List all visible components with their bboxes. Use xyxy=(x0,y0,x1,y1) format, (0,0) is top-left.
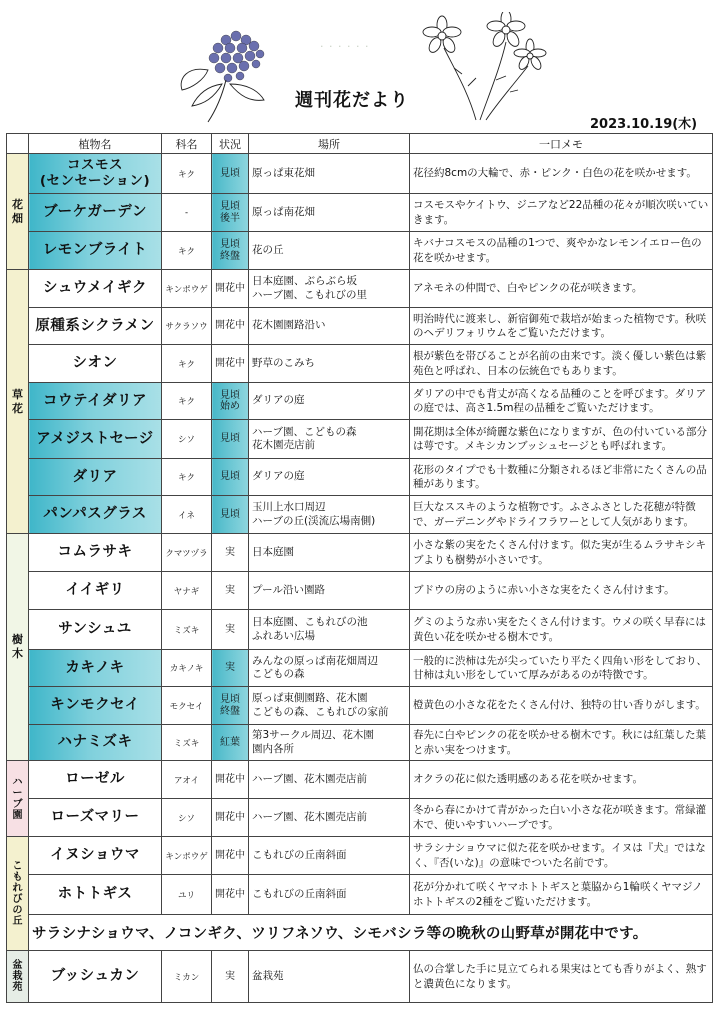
place: 日本庭園、こもれびの池 ふれあい広場 xyxy=(249,610,410,650)
family: ミカン xyxy=(162,951,212,1003)
memo: ブドウの房のように赤い小さな実をたくさん付けます。 xyxy=(410,572,713,610)
plant-name: パンパスグラス xyxy=(29,496,162,534)
place: 第3サークル周辺、花木園 園内各所 xyxy=(249,725,410,761)
family: キク xyxy=(162,232,212,270)
status: 実 xyxy=(212,951,249,1003)
plant-name: コスモス (センセーション) xyxy=(29,154,162,194)
plant-name: ブッシュカン xyxy=(29,951,162,1003)
memo: ダリアの中でも背丈が高くなる品種のことを呼びます。ダリアの庭では、高さ1.5m程の品種をご覧いただけます。 xyxy=(410,383,713,420)
memo: サラシナショウマに似た花を咲かせます。イヌは『犬』ではなく、『否(いな)』の意味でついた名前です。 xyxy=(410,837,713,875)
plant-name: イイギリ xyxy=(29,572,162,610)
wildflower-banner: サラシナショウマ、ノコンギク、ツリフネソウ、シモバシラ等の晩秋の山野草が開花中です。 xyxy=(29,915,713,951)
banner-row xyxy=(7,915,713,951)
place: ハーブ園、花木園売店前 xyxy=(249,799,410,837)
memo: 仏の合掌した手に見立てられる果実はとても香りがよく、熟すと濃黄色になります。 xyxy=(410,951,713,1003)
table-row xyxy=(7,875,713,915)
table-header-row xyxy=(7,134,713,154)
table-row xyxy=(7,837,713,875)
table-row xyxy=(7,459,713,496)
memo: 橙黄色の小さな花をたくさん付け、独特の甘い香りがします。 xyxy=(410,687,713,725)
memo: 明治時代に渡来し、新宿御苑で栽培が始まった植物です。秋咲のヘデリフォリウムをご覧いただけます。 xyxy=(410,308,713,345)
category-header xyxy=(7,134,29,154)
place: 花木園園路沿い xyxy=(249,308,410,345)
memo: グミのような赤い実をたくさん付けます。ウメの咲く早春には黄色い花を咲かせる樹木です。 xyxy=(410,610,713,650)
family: シソ xyxy=(162,799,212,837)
family: キンポウゲ xyxy=(162,270,212,308)
status: 見頃 xyxy=(212,420,249,459)
place: 日本庭園 xyxy=(249,534,410,572)
place: こもれびの丘南斜面 xyxy=(249,837,410,875)
category-trees: 樹 木 xyxy=(7,534,29,761)
family: モクセイ xyxy=(162,687,212,725)
status-header: 状況 xyxy=(212,134,249,154)
status: 見頃 終盤 xyxy=(212,232,249,270)
place: 原っぱ東花畑 xyxy=(249,154,410,194)
family: キク xyxy=(162,383,212,420)
status: 見頃 始め xyxy=(212,383,249,420)
status: 開花中 xyxy=(212,799,249,837)
memo: 開花期は全体が綺麗な紫色になりますが、色の付いている部分は萼です。メキシカンブッシュセージとも呼ばれます。 xyxy=(410,420,713,459)
status: 見頃 xyxy=(212,496,249,534)
family: キク xyxy=(162,345,212,383)
memo: 冬から春にかけて青がかった白い小さな花が咲きます。常緑灌木で、使いやすいハーブです。 xyxy=(410,799,713,837)
category-herb-garden: ハ ー ブ 園 xyxy=(7,761,29,837)
family: シソ xyxy=(162,420,212,459)
family: キンポウゲ xyxy=(162,837,212,875)
table-row xyxy=(7,534,713,572)
place: 原っぱ南花畑 xyxy=(249,194,410,232)
family-header: 科名 xyxy=(162,134,212,154)
memo: 春先に白やピンクの花を咲かせる樹木です。秋には紅葉した葉と赤い実をつけます。 xyxy=(410,725,713,761)
table-row xyxy=(7,610,713,650)
table-row xyxy=(7,496,713,534)
table-row xyxy=(7,572,713,610)
memo: 花形のタイプでも十数種に分類されるほど非常にたくさんの品種があります。 xyxy=(410,459,713,496)
status: 見頃 xyxy=(212,459,249,496)
status: 実 xyxy=(212,650,249,687)
table-row xyxy=(7,687,713,725)
plant-name: シオン xyxy=(29,345,162,383)
status: 見頃 後半 xyxy=(212,194,249,232)
memo-header: 一口メモ xyxy=(410,134,713,154)
status: 実 xyxy=(212,534,249,572)
table-row xyxy=(7,308,713,345)
place: 玉川上水口周辺 ハーブの丘(渓流広場南側) xyxy=(249,496,410,534)
date-label: 2023.10.19(木) xyxy=(590,117,698,132)
table-row xyxy=(7,650,713,687)
plant-name: ブーケガーデン xyxy=(29,194,162,232)
status: 開花中 xyxy=(212,308,249,345)
cosmos-illustration xyxy=(410,12,560,122)
family: クマツヅラ xyxy=(162,534,212,572)
place-header: 場所 xyxy=(249,134,410,154)
place: ハーブ園、花木園売店前 xyxy=(249,761,410,799)
memo: キバナコスモスの品種の1つで、爽やかなレモンイエロー色の花を咲かせます。 xyxy=(410,232,713,270)
table-row xyxy=(7,345,713,383)
family: キク xyxy=(162,459,212,496)
status: 開花中 xyxy=(212,875,249,915)
memo: 花径約8cmの大輪で、赤・ピンク・白色の花を咲かせます。 xyxy=(410,154,713,194)
status: 開花中 xyxy=(212,270,249,308)
plant-name: コウテイダリア xyxy=(29,383,162,420)
memo: 根が紫色を帯びることが名前の由来です。淡く優しい紫色は紫苑色と呼ばれ、日本の伝統色でもあります。 xyxy=(410,345,713,383)
plant-name: ローズマリー xyxy=(29,799,162,837)
memo: コスモスやケイトウ、ジニアなど22品種の花々が順次咲いていきます。 xyxy=(410,194,713,232)
place: ハーブ園、こどもの森 花木園売店前 xyxy=(249,420,410,459)
memo: 巨大なススキのような植物です。ふさふさとした花穂が特徴で、ガーデニングやドライフラワーとして人気があります。 xyxy=(410,496,713,534)
plant-name: 原種系シクラメン xyxy=(29,308,162,345)
family: アオイ xyxy=(162,761,212,799)
status: 見頃 xyxy=(212,154,249,194)
memo: 花が分かれて咲くヤマホトトギスと葉脇から1輪咲くヤマジノホトトギスの2種をご覧いただけます。 xyxy=(410,875,713,915)
plant-name: サンシュユ xyxy=(29,610,162,650)
plant-name: アメジストセージ xyxy=(29,420,162,459)
table-row xyxy=(7,270,713,308)
place: こもれびの丘南斜面 xyxy=(249,875,410,915)
place: ダリアの庭 xyxy=(249,459,410,496)
table-row xyxy=(7,420,713,459)
table-row xyxy=(7,194,713,232)
plant-name: シュウメイギク xyxy=(29,270,162,308)
family: ユリ xyxy=(162,875,212,915)
status: 開花中 xyxy=(212,345,249,383)
table-row xyxy=(7,951,713,1003)
status: 実 xyxy=(212,610,249,650)
place: 原っぱ東側園路、花木園 こどもの森、こもれびの家前 xyxy=(249,687,410,725)
plant-table xyxy=(6,133,713,1003)
plant-name: コムラサキ xyxy=(29,534,162,572)
category-bonsai: 盆 栽 苑 xyxy=(7,951,29,1003)
place: ダリアの庭 xyxy=(249,383,410,420)
family: サクラソウ xyxy=(162,308,212,345)
plant-name: ホトトギス xyxy=(29,875,162,915)
table-row xyxy=(7,799,713,837)
category-komorebi-hill: こ も れ び の 丘 xyxy=(7,837,29,951)
status: 紅葉 xyxy=(212,725,249,761)
family: イネ xyxy=(162,496,212,534)
plant-name: レモンブライト xyxy=(29,232,162,270)
memo: 小さな紫の実をたくさん付けます。似た実が生るムラサキシキブよりも樹勢が小さいです。 xyxy=(410,534,713,572)
table-row xyxy=(7,725,713,761)
memo: 一般的に渋柿は先が尖っていたり平たく四角い形をしており、甘柿は丸い形をしていて厚みがあるのが特徴です。 xyxy=(410,650,713,687)
table-row xyxy=(7,761,713,799)
memo: オクラの花に似た透明感のある花を咲かせます。 xyxy=(410,761,713,799)
category-grass-flower: 草 花 xyxy=(7,270,29,534)
plant-name: ダリア xyxy=(29,459,162,496)
place: みんなの原っぱ南花畑周辺 こどもの森 xyxy=(249,650,410,687)
plant-name: イヌショウマ xyxy=(29,837,162,875)
place: プール沿い園路 xyxy=(249,572,410,610)
status: 開花中 xyxy=(212,837,249,875)
place: 野草のこみち xyxy=(249,345,410,383)
table-row xyxy=(7,383,713,420)
status: 開花中 xyxy=(212,761,249,799)
family: カキノキ xyxy=(162,650,212,687)
category-flower-field: 花 畑 xyxy=(7,154,29,270)
place: 花の丘 xyxy=(249,232,410,270)
table-row xyxy=(7,232,713,270)
family: ミズキ xyxy=(162,725,212,761)
family: ヤナギ xyxy=(162,572,212,610)
status: 見頃 終盤 xyxy=(212,687,249,725)
header xyxy=(0,0,722,134)
plant-name: ハナミズキ xyxy=(29,725,162,761)
family: キク xyxy=(162,154,212,194)
hydrangea-illustration xyxy=(168,18,278,126)
family: - xyxy=(162,194,212,232)
place: 盆栽苑 xyxy=(249,951,410,1003)
memo: アネモネの仲間で、白やピンクの花が咲きます。 xyxy=(410,270,713,308)
name-header: 植物名 xyxy=(29,134,162,154)
page-title: 週刊花だより xyxy=(295,90,409,111)
family: ミズキ xyxy=(162,610,212,650)
place: 日本庭園、ぶらぶら坂 ハーブ園、こもれびの里 xyxy=(249,270,410,308)
table-row xyxy=(7,154,713,194)
plant-name: カキノキ xyxy=(29,650,162,687)
faint-background-text: · · · · · · xyxy=(320,40,370,53)
status: 実 xyxy=(212,572,249,610)
plant-name: キンモクセイ xyxy=(29,687,162,725)
plant-name: ローゼル xyxy=(29,761,162,799)
